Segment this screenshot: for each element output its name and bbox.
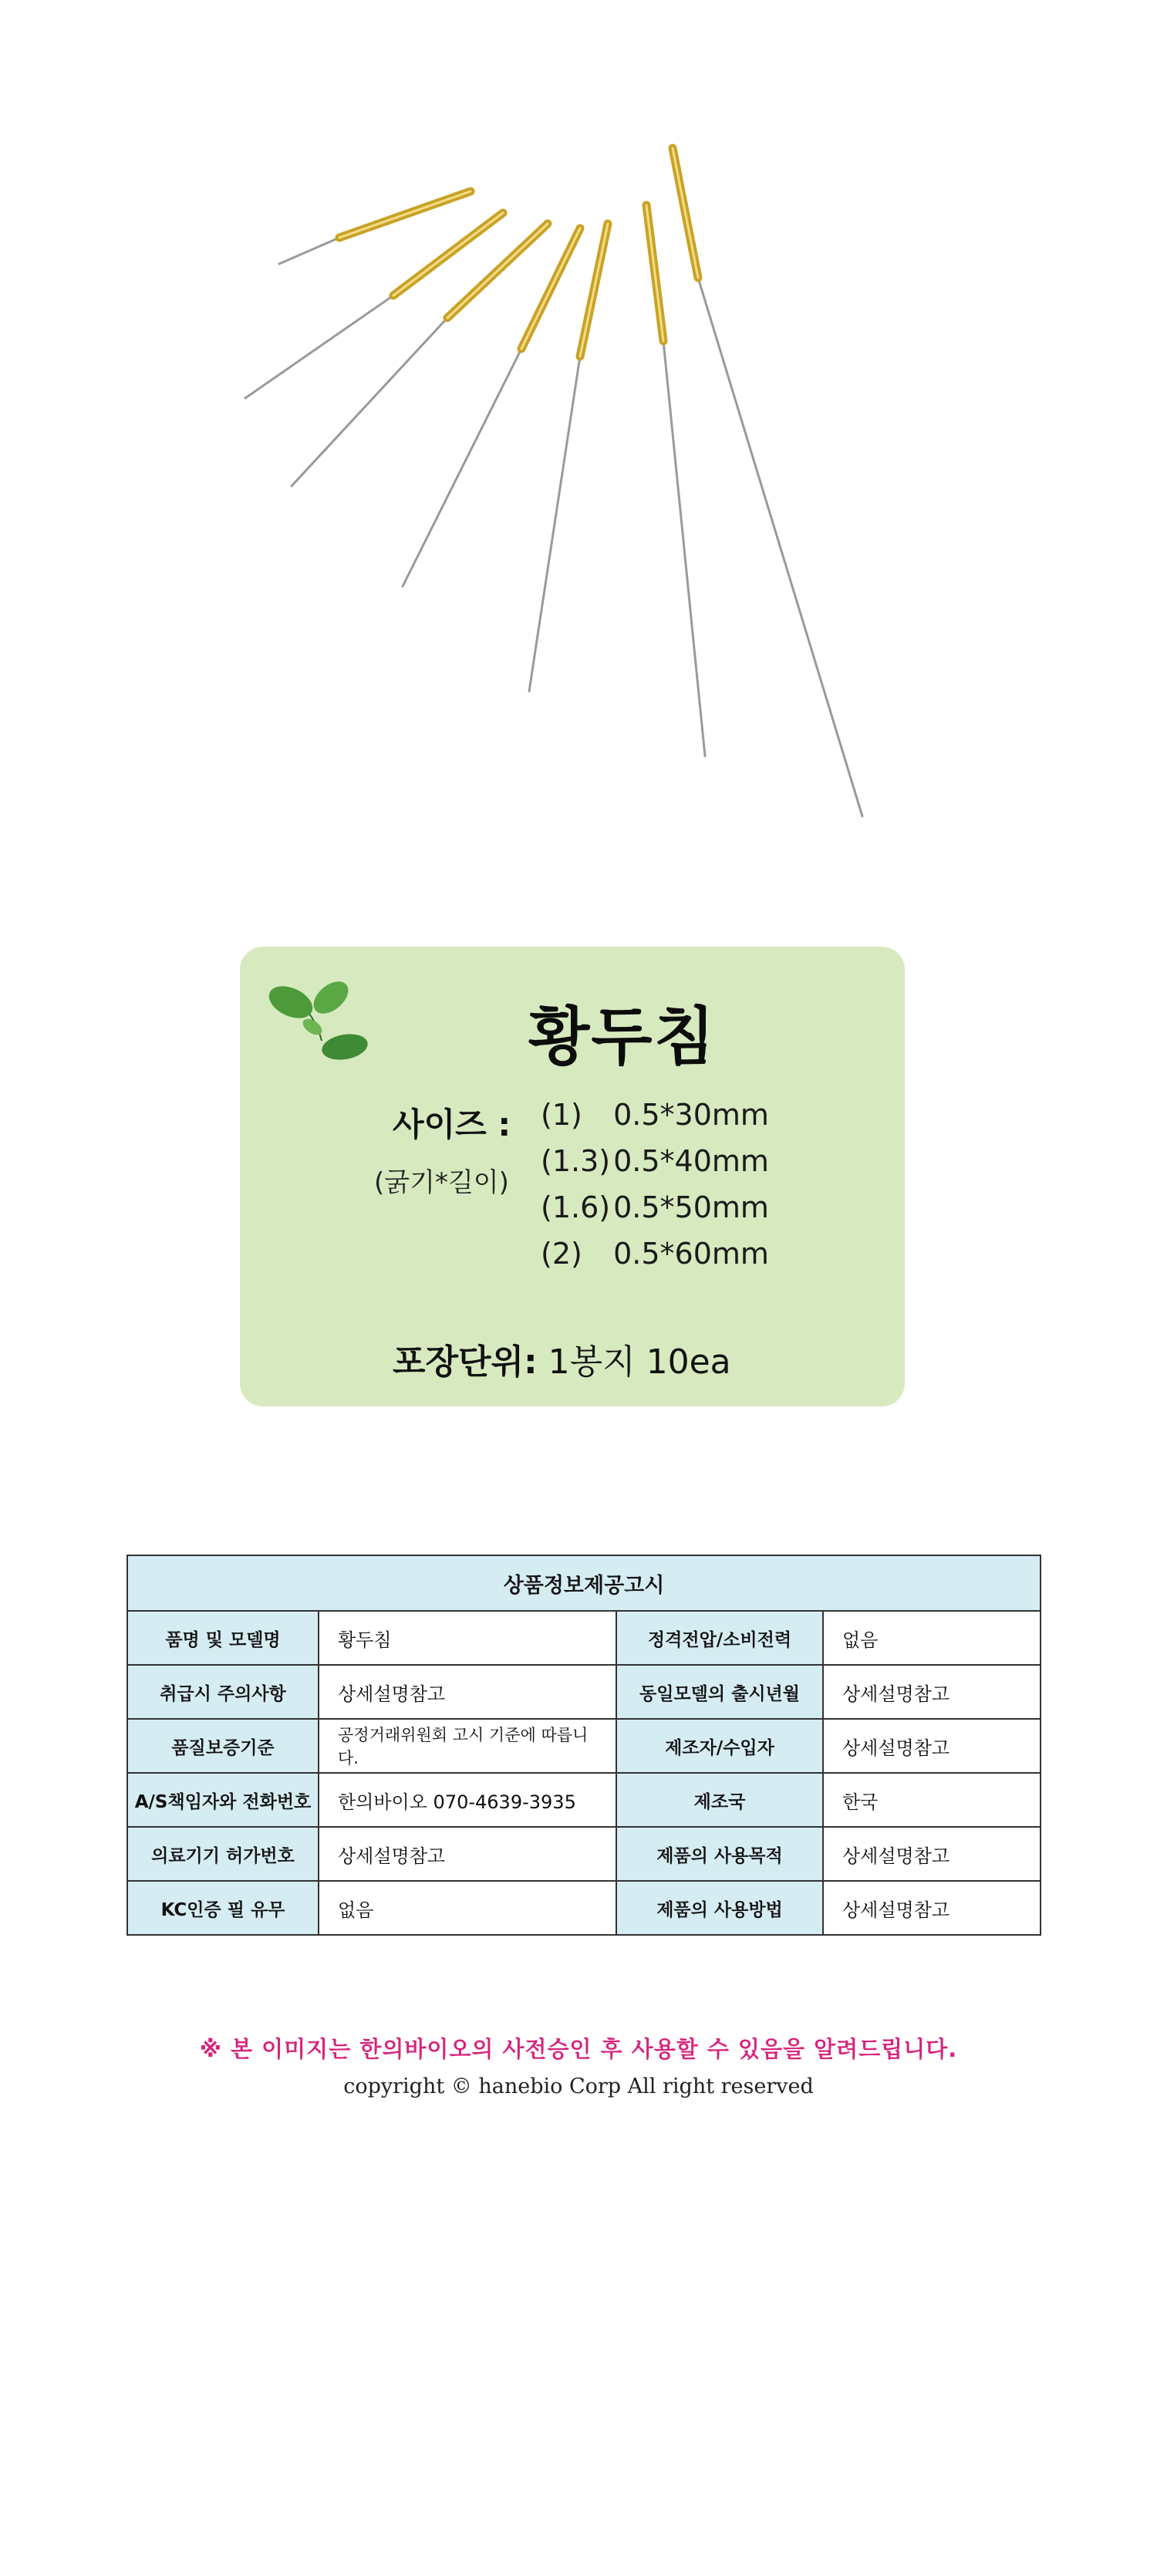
row-label: 제품의 사용방법 — [616, 1881, 823, 1935]
row-label: 제품의 사용목적 — [616, 1827, 823, 1881]
row-value: 상세설명참고 — [823, 1665, 1041, 1719]
spec-card — [240, 947, 905, 1406]
row-label: 정격전압/소비전력 — [616, 1611, 823, 1665]
row-value: 공정거래위원회 고시 기준에 따릅니다. — [319, 1719, 616, 1773]
needles-product-image — [0, 0, 1157, 872]
row-value: 상세설명참고 — [823, 1881, 1041, 1935]
pack-unit — [393, 1334, 731, 1383]
needle-handle-highlight — [646, 205, 663, 341]
table-header-row — [127, 1555, 1041, 1611]
size-num: (1) — [541, 1098, 582, 1132]
needle-shaft — [529, 356, 580, 691]
copyright-text: copyright © hanebio Corp All right reserved — [343, 2075, 814, 2098]
row-label: KC인증 필 유무 — [127, 1881, 319, 1935]
needle-shaft — [403, 349, 521, 586]
table-title: 상품정보제공고시 — [127, 1555, 1041, 1611]
row-label: 제조자/수입자 — [616, 1719, 823, 1773]
needle-handle-highlight — [447, 224, 548, 318]
size-spec: 0.5*50mm — [613, 1190, 769, 1224]
product-notice-table — [126, 1555, 1041, 1936]
size-spec: 0.5*60mm — [613, 1237, 769, 1271]
row-value: 없음 — [823, 1611, 1041, 1665]
table-row — [127, 1719, 1041, 1773]
table-row — [127, 1881, 1041, 1935]
size-row — [541, 1237, 769, 1271]
table-row — [127, 1611, 1041, 1665]
size-label: 사이즈 : — [393, 1106, 511, 1143]
needle-shaft — [245, 295, 393, 398]
row-value: 상세설명참고 — [823, 1719, 1041, 1773]
pack-value: 1봉지 10ea — [537, 1342, 731, 1382]
size-row — [541, 1144, 769, 1178]
size-spec: 0.5*40mm — [613, 1144, 769, 1178]
needle-shaft — [279, 238, 339, 264]
table-row — [127, 1665, 1041, 1719]
row-label: A/S책임자와 전화번호 — [127, 1773, 319, 1827]
needle-shaft — [698, 278, 862, 816]
needle-shaft — [292, 318, 447, 486]
size-num: (1.6) — [541, 1190, 611, 1224]
product-title: 황두침 — [528, 1001, 717, 1074]
row-value: 한의바이오 070-4639-3935 — [319, 1773, 616, 1827]
row-value: 없음 — [319, 1881, 616, 1935]
table-row — [127, 1773, 1041, 1827]
row-label: 제조국 — [616, 1773, 823, 1827]
row-label: 품질보증기준 — [127, 1719, 319, 1773]
row-value: 상세설명참고 — [319, 1827, 616, 1881]
size-row — [541, 1190, 769, 1224]
needle-handle-highlight — [580, 224, 608, 356]
size-row — [541, 1098, 769, 1132]
table-row — [127, 1827, 1041, 1881]
row-value: 상세설명참고 — [319, 1665, 616, 1719]
row-value: 한국 — [823, 1773, 1041, 1827]
size-spec: 0.5*30mm — [613, 1098, 769, 1132]
size-num: (2) — [541, 1237, 582, 1271]
row-value: 황두침 — [319, 1611, 616, 1665]
row-label: 품명 및 모델명 — [127, 1611, 319, 1665]
row-value: 상세설명참고 — [823, 1827, 1041, 1881]
needle-shaft — [663, 341, 705, 756]
row-label: 취급시 주의사항 — [127, 1665, 319, 1719]
needle-handle-highlight — [521, 228, 580, 349]
needle-handle-highlight — [339, 191, 471, 238]
pack-label: 포장단위: — [393, 1342, 538, 1382]
size-num: (1.3) — [541, 1144, 611, 1178]
size-sublabel: (굵기*길이) — [374, 1167, 509, 1198]
row-label: 의료기기 허가번호 — [127, 1827, 319, 1881]
needle-handle-highlight — [673, 148, 698, 278]
usage-warning: ※ 본 이미지는 한의바이오의 사전승인 후 사용할 수 있음을 알려드립니다. — [199, 2036, 958, 2062]
row-label: 동일모델의 출시년월 — [616, 1665, 823, 1719]
